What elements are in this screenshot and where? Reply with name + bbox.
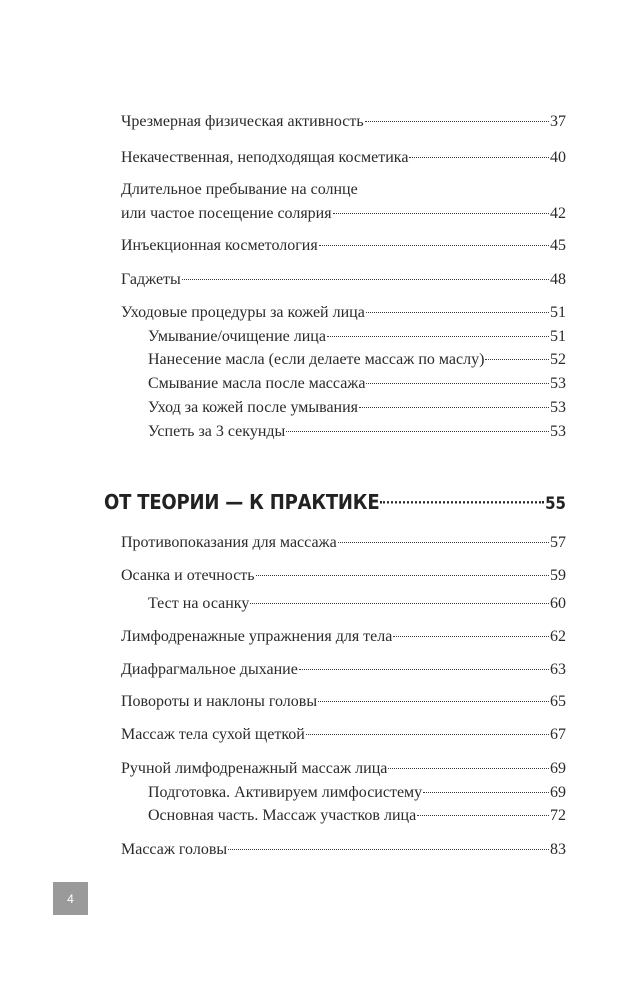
toc-entry-page: 59: [550, 567, 566, 584]
toc-subentry[interactable]: [148, 804, 566, 828]
toc-entry-title: Тест на осанку: [148, 595, 250, 612]
toc-entry-title: Лимфодренажные упражнения для тела: [121, 628, 393, 645]
toc-entry[interactable]: [121, 757, 566, 781]
toc-entry-title: Ручной лимфодренажный массаж лица: [121, 760, 388, 777]
dot-leader: [319, 245, 549, 246]
toc-entry-page: 83: [550, 841, 566, 858]
dot-leader: [228, 849, 549, 850]
toc-section-heading[interactable]: [104, 489, 566, 518]
toc-entry-page: 63: [550, 661, 566, 678]
toc-subentry[interactable]: [148, 420, 566, 444]
toc-entry-title: Диафрагмальное дыхание: [121, 661, 298, 678]
toc-entry-title: Массаж головы: [121, 841, 228, 858]
toc-entry-title: Подготовка. Активируем лимфосистему: [148, 784, 423, 801]
toc-subentry[interactable]: [148, 781, 566, 805]
toc-entry-title: Инъекционная косметология: [121, 237, 318, 254]
toc-entry[interactable]: [121, 531, 566, 555]
dot-leader: [423, 792, 549, 793]
dot-leader: [417, 815, 549, 816]
page-number-badge: 4: [53, 882, 88, 915]
toc-subentry[interactable]: [148, 372, 566, 396]
toc-subentry[interactable]: [148, 592, 566, 616]
dot-leader: [365, 121, 549, 122]
toc-entry-title: Успеть за 3 секунды: [148, 423, 286, 440]
section-page: 55: [545, 493, 566, 514]
toc-entry-page: 48: [550, 271, 566, 288]
toc-entry-title-line1[interactable]: Длительное пребывание на солнце: [121, 181, 358, 198]
toc-entry-page: 45: [550, 237, 566, 254]
toc-entry[interactable]: [121, 564, 566, 588]
dot-leader: [393, 636, 549, 637]
toc-entry-page: 69: [550, 784, 566, 801]
toc-entry-title: или частое посещение солярия: [121, 205, 332, 222]
toc-entry[interactable]: [121, 268, 566, 292]
dot-leader: [327, 336, 549, 337]
dot-leader: [318, 701, 549, 702]
dot-leader: [388, 768, 549, 769]
toc-entry-page: 53: [550, 375, 566, 392]
dot-leader: [409, 157, 549, 158]
toc-entry[interactable]: [121, 202, 566, 226]
toc-subentry[interactable]: [148, 396, 566, 420]
toc-entry-title: Уход за кожей после умывания: [148, 399, 359, 416]
toc-entry-page: 51: [550, 328, 566, 345]
toc-entry-page: 57: [550, 534, 566, 551]
dot-leader: [306, 734, 549, 735]
dot-leader: [366, 383, 549, 384]
toc-entry-title: Уходовые процедуры за кожей лица: [121, 304, 365, 321]
toc-entry-title: Гаджеты: [121, 271, 181, 288]
toc-entry-page: 37: [550, 113, 566, 130]
toc-entry-title: Основная часть. Массаж участков лица: [148, 807, 417, 824]
toc-entry-page: 60: [550, 595, 566, 612]
toc-entry-title: Повороты и наклоны головы: [121, 693, 318, 710]
dot-leader: [250, 603, 549, 604]
toc-entry[interactable]: [121, 146, 566, 170]
dot-leader: [256, 575, 549, 576]
toc-entry-page: 40: [550, 149, 566, 166]
dot-leader: [182, 279, 549, 280]
dot-leader: [338, 542, 549, 543]
toc-entry-page: 72: [550, 807, 566, 824]
toc-entry-title: Противопоказания для массажа: [121, 534, 337, 551]
dot-leader: [286, 431, 549, 432]
toc-entry-page: 67: [550, 726, 566, 743]
dot-leader: [333, 213, 549, 214]
toc-subentry[interactable]: [148, 348, 566, 372]
toc-entry[interactable]: [121, 838, 566, 862]
toc-entry-page: 69: [550, 760, 566, 777]
toc-entry[interactable]: [121, 110, 566, 134]
toc-entry[interactable]: [121, 690, 566, 714]
toc-entry[interactable]: [121, 301, 566, 325]
dot-leader: [299, 669, 549, 670]
toc-subentry[interactable]: [148, 325, 566, 349]
toc-entry-page: 65: [550, 693, 566, 710]
toc-entry-title: Осанка и отечность: [121, 567, 255, 584]
toc-entry-page: 51: [550, 304, 566, 321]
dot-leader: [380, 501, 544, 503]
toc-entry-title: Умывание/очищение лица: [148, 328, 326, 345]
dot-leader: [485, 359, 549, 360]
toc-entry-title: Чрезмерная физическая активность: [121, 113, 364, 130]
toc-entry[interactable]: [121, 723, 566, 747]
toc-entry-page: 53: [550, 423, 566, 440]
dot-leader: [366, 312, 549, 313]
toc-entry-page: 52: [550, 351, 566, 368]
toc-entry-title: Смывание масла после массажа: [148, 375, 366, 392]
toc-entry-title: Нанесение масла (если делаете массаж по маслу): [148, 351, 485, 368]
toc-entry-page: 42: [550, 205, 566, 222]
toc-entry[interactable]: [121, 658, 566, 682]
toc-entry-page: 53: [550, 399, 566, 416]
toc-entry-title: Массаж тела сухой щеткой: [121, 726, 305, 743]
toc-entry[interactable]: [121, 234, 566, 258]
section-title: ОТ ТЕОРИИ — К ПРАКТИКЕ: [104, 491, 380, 515]
toc-entry[interactable]: [121, 625, 566, 649]
toc-entry-title: Некачественная, неподходящая косметика: [121, 149, 409, 166]
toc-entry-page: 62: [550, 628, 566, 645]
dot-leader: [359, 407, 549, 408]
